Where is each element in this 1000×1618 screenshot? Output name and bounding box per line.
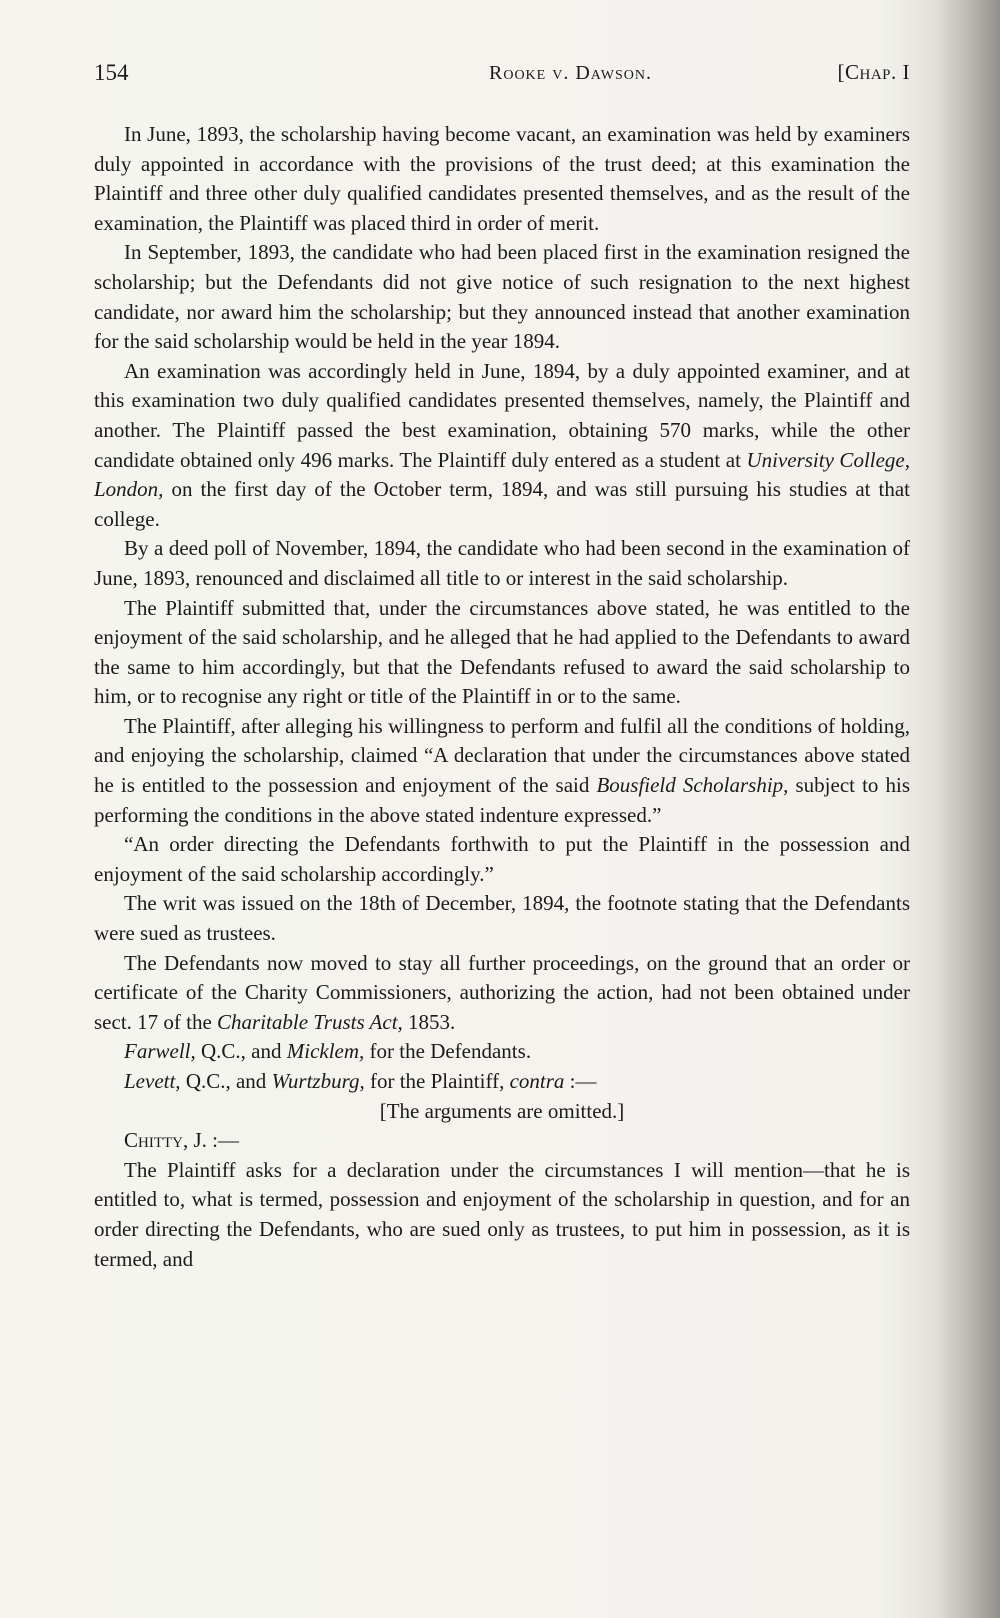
paragraph — [94, 594, 910, 712]
text-segment: Q.C., and — [180, 1069, 272, 1093]
paragraph — [94, 889, 910, 948]
italic-text: contra — [509, 1069, 565, 1093]
text-segment: subject to his performing the conditions in the above stated indenture expressed.” — [94, 773, 910, 827]
text-segment: An examination was accordingly held in June, 1894, by a duly appointed examiner, and at this examination two duly qualified candidates presented themselves, namely, the Plaintiff and another. The Plaintiff passed the best examination, obtaining 570 marks, while the other candidate obtained only 496 marks. The Plaintiff duly entered as a student at — [94, 358, 910, 472]
body-text — [94, 120, 910, 1274]
paragraph — [94, 949, 910, 1038]
chapter-label: [Chap. I — [837, 60, 910, 84]
text-segment: In September, 1893, the candidate who had been placed first in the examination resigned the scholarship; but the Defendants did not give notice of such resignation to the next highest candidate, nor award him the scholarship; but they announced instead that another examination for the said scholarship would be held in the year 1894. — [94, 240, 910, 354]
text-segment: for the Defendants. — [364, 1039, 532, 1064]
text-segment: for the Plaintiff, — [364, 1069, 510, 1093]
italic-text: Charitable Trusts Act, — [217, 1009, 403, 1034]
italic-text: Micklem, — [286, 1039, 365, 1064]
text-segment: Chitty, J. :— — [124, 1128, 239, 1153]
text-segment: on the first day of the October term, 1894, and was still pursuing his studies at that college. — [94, 477, 910, 531]
running-title: Rooke v. Dawson. — [489, 62, 652, 84]
italic-text: Bousfield Scholarship, — [596, 773, 789, 798]
text-segment: The Plaintiff asks for a declaration under the circumstances I will mention—that he is entitled to, what is termed, possession and enjoyment of the scholarship in question, and for an order directing the Defendants, who are sued only as trustees, to put him in possession, as it is termed, and — [94, 1157, 910, 1271]
paragraph — [94, 830, 910, 889]
text-segment: The Plaintiff submitted that, under the circumstances above stated, he was entitled to the enjoyment of the said scholarship, and he alleged that he had applied to the Defendants to award the same to him accordingly, but that the Defendants refused to award the said scholarship to him, or to recognise any right or title of the Plaintiff in or to the same. — [94, 595, 910, 709]
text-segment: The writ was issued on the 18th of December, 1894, the footnote stating that the Defendants were sued as trustees. — [94, 891, 910, 946]
binding-shadow — [940, 0, 1000, 1618]
paragraph — [94, 712, 910, 830]
paragraph — [94, 238, 910, 356]
paragraph — [94, 1037, 910, 1067]
bracket-note — [94, 1097, 910, 1127]
page-number: 154 — [94, 60, 129, 85]
running-header — [94, 60, 910, 92]
paragraph — [94, 534, 910, 593]
italic-text: Wurtzburg, — [271, 1069, 365, 1093]
italic-text: Farwell, — [124, 1039, 196, 1064]
text-segment: By a deed poll of November, 1894, the candidate who had been second in the examination of June, 1893, renounced and disclaimed all title to or interest in the said scholarship. — [94, 536, 910, 590]
text-segment: In June, 1893, the scholarship having become vacant, an examination was held by examiners duly appointed in accordance with the provisions of the trust deed; at this examination the Plaintiff and three other duly qualified candidates presented themselves, and as the result of the examination, the Plaintiff was placed third in order of merit. — [94, 122, 910, 235]
paragraph — [94, 1156, 910, 1274]
text-segment: [The arguments are omitted.] — [379, 1098, 625, 1123]
text-segment: Q.C., and — [195, 1039, 287, 1064]
italic-text: Levett, — [124, 1069, 181, 1093]
italic-text: University College, London, — [94, 447, 911, 502]
judge-heading — [94, 1126, 910, 1156]
text-segment: “An order directing the Defendants forthwith to put the Plaintiff in the possession and enjoyment of the said scholarship accordingly.” — [94, 832, 910, 886]
paragraph — [94, 1067, 910, 1097]
text-segment: The Plaintiff, after alleging his willingness to perform and fulfil all the conditions of holding, and enjoying the scholarship, claimed “A declaration that under the circumstances above stated he is entitled to the possession and enjoyment of the said — [94, 713, 910, 798]
text-segment: The Defendants now moved to stay all further proceedings, on the ground that an order or certificate of the Charity Commissioners, authorizing the action, had not been obtained under sect. 17 of the — [94, 950, 910, 1034]
text-segment: :— — [564, 1069, 597, 1093]
paragraph — [94, 120, 910, 238]
text-segment: 1853. — [402, 1009, 456, 1034]
paragraph — [94, 357, 910, 535]
